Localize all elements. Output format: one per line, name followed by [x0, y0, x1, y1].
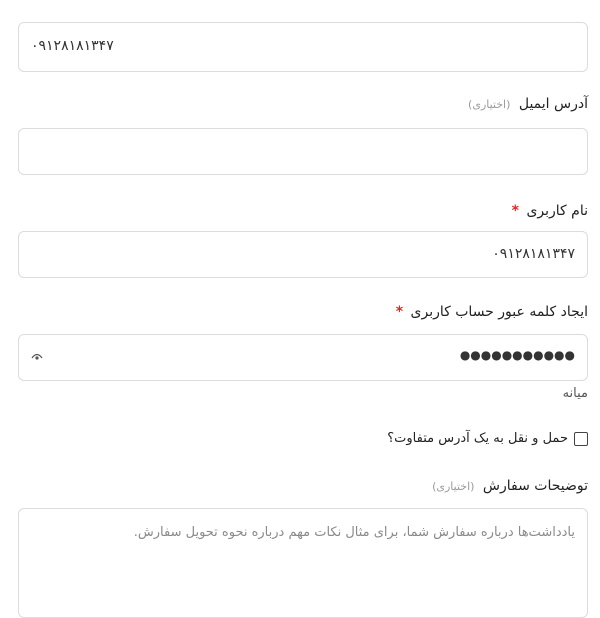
- order-notes-label-text: توضیحات سفارش: [482, 478, 588, 494]
- order-notes-placeholder: یادداشت‌ها درباره سفارش شما، برای مثال نکات مهم درباره نحوه تحویل سفارش.: [133, 525, 575, 540]
- email-optional-hint: (اختیاری): [468, 98, 511, 111]
- email-field[interactable]: [18, 128, 588, 175]
- ship-different-option[interactable]: [387, 431, 588, 446]
- username-required-mark: *: [511, 203, 519, 219]
- password-value: ●●●●●●●●●●●: [459, 348, 575, 362]
- email-label: [468, 96, 588, 112]
- password-strength: میانه: [562, 386, 588, 401]
- password-required-mark: *: [395, 304, 404, 320]
- password-label: [396, 304, 588, 320]
- phone-field[interactable]: [18, 22, 588, 72]
- eye-icon[interactable]: [31, 350, 43, 362]
- password-field[interactable]: [18, 334, 588, 381]
- order-notes-optional-hint: (اختیاری): [432, 480, 475, 493]
- username-label: [512, 203, 588, 219]
- ship-different-checkbox[interactable]: [574, 432, 588, 446]
- username-label-text: نام کاربری: [526, 203, 588, 219]
- email-label-text: آدرس ایمیل: [518, 96, 588, 112]
- order-notes-textarea[interactable]: [18, 508, 588, 618]
- order-notes-label: [432, 478, 588, 494]
- username-field[interactable]: [18, 231, 588, 278]
- password-label-text: ایجاد کلمه عبور حساب کاربری: [410, 304, 588, 320]
- ship-different-label: حمل و نقل به یک آدرس متفاوت؟: [387, 431, 568, 446]
- username-value: ۰۹۱۲۸۱۸۱۳۴۷: [492, 246, 575, 262]
- phone-value: ۰۹۱۲۸۱۸۱۳۴۷: [31, 38, 114, 54]
